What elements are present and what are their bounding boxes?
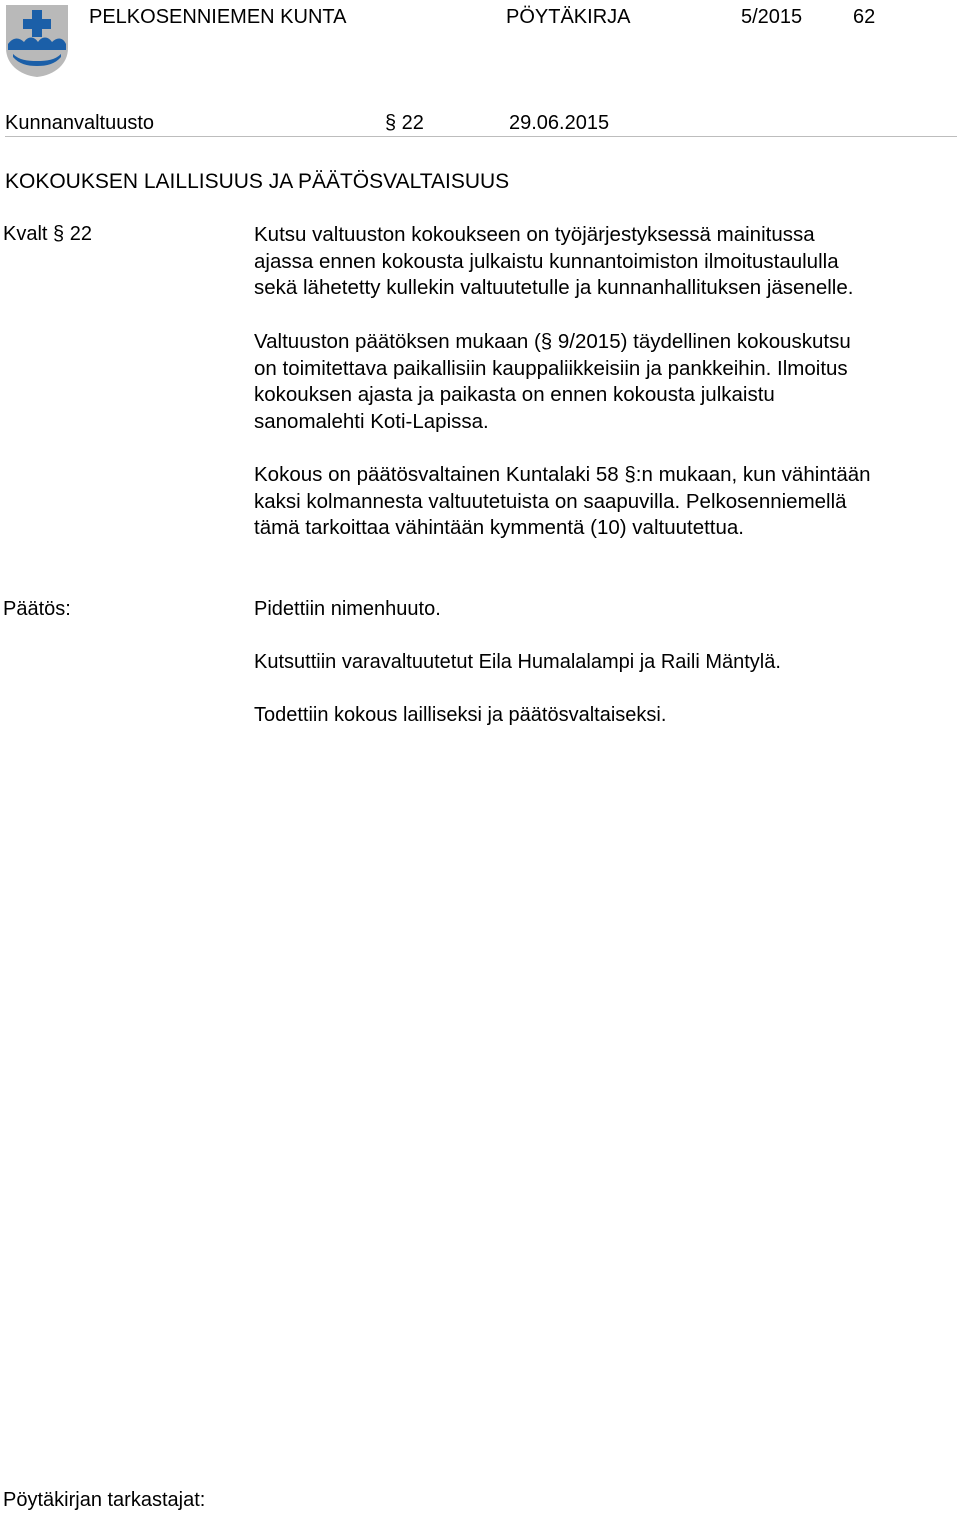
municipal-coat-of-arms-icon <box>5 4 69 78</box>
meeting-section: § 22 <box>385 112 424 134</box>
organization-name: PELKOSENNIEMEN KUNTA <box>89 6 347 28</box>
footer-reviewers-label: Pöytäkirjan tarkastajat: <box>3 1489 206 1511</box>
document-number: 5/2015 <box>741 6 803 28</box>
decision-label: Päätös: <box>3 598 71 620</box>
paragraph-notice <box>254 329 959 436</box>
document-type: PÖYTÄKIRJA <box>506 6 631 28</box>
paragraph-line: Kutsu valtuuston kokoukseen on työjärjestyksessä mainitussa <box>254 223 815 246</box>
paragraph-line: ajassa ennen kokousta julkaistu kunnantoimiston ilmoitustaululla <box>254 249 839 273</box>
decision-item: Kutsuttiin varavaltuutetut Eila Humalalampi ja Raili Mäntylä. <box>254 651 781 673</box>
paragraph-line: Kokous on päätösvaltainen Kuntalaki 58 §:n mukaan, kun vähintään <box>254 463 871 486</box>
paragraph-line: sanomalehti Koti-Lapissa. <box>254 410 489 434</box>
paragraph-line: tämä tarkoittaa vähintään kymmentä (10) valtuutettua. <box>254 516 744 540</box>
paragraph-line: kokouksen ajasta ja paikasta on ennen kokousta julkaistu <box>254 383 775 407</box>
paragraph-quorum <box>254 462 959 542</box>
paragraph-line: Valtuuston päätöksen mukaan (§ 9/2015) täydellinen kokouskutsu <box>254 330 851 353</box>
page-title: KOKOUKSEN LAILLISUUS JA PÄÄTÖSVALTAISUUS <box>5 170 510 193</box>
paragraph-line: kaksi kolmannesta valtuutetuista on saapuvilla. Pelkosenniemellä <box>254 489 847 513</box>
decision-item: Todettiin kokous lailliseksi ja päätösvaltaiseksi. <box>254 704 667 726</box>
decision-item: Pidettiin nimenhuuto. <box>254 598 441 620</box>
page-number: 62 <box>853 6 876 28</box>
paragraph-line: sekä lähetetty kullekin valtuutetulle ja kunnanhallituksen jäsenelle. <box>254 276 854 300</box>
meeting-date: 29.06.2015 <box>509 112 610 134</box>
paragraph-line: on toimitettava paikallisiin kauppaliikkeisiin ja pankkeihin. Ilmoitus <box>254 356 848 380</box>
item-reference: Kvalt § 22 <box>3 223 92 245</box>
header-divider <box>5 136 957 137</box>
meeting-body: Kunnanvaltuusto <box>5 112 155 134</box>
paragraph-invitation <box>254 222 959 302</box>
